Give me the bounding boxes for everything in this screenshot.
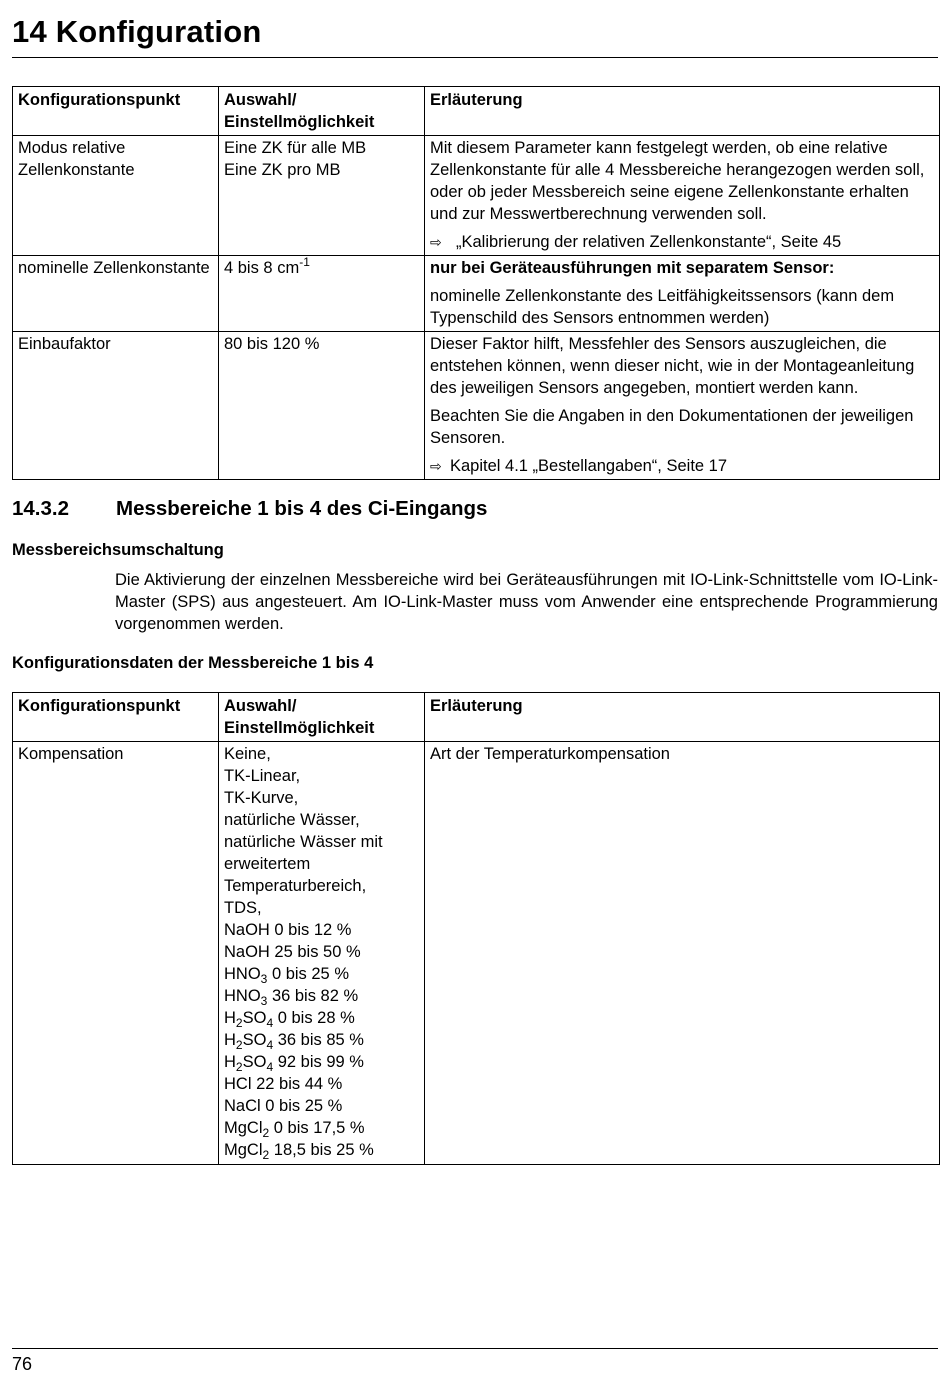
config-options: 80 bis 120 % — [219, 332, 425, 480]
right-arrow-outline-icon: ⇨ — [430, 458, 442, 474]
right-arrow-outline-icon: ⇨ — [430, 234, 442, 250]
option-value-h2so4: $H_2SO_4$ 36 bis 85 % — [224, 1031, 364, 1052]
cross-reference-text: „Kalibrierung der relativen Zellenkonstante“, Seite 45 — [456, 233, 842, 251]
config-options — [219, 256, 425, 332]
cross-reference[interactable] — [430, 231, 934, 253]
exponent: -1 — [299, 255, 310, 269]
option-value: NaCl 0 bis 25 % — [224, 1097, 343, 1115]
cross-reference-text: Kapitel 4.1 „Bestellangaben“, Seite 17 — [450, 457, 728, 475]
section-number: 14.3.2 — [12, 497, 69, 520]
option-value-mgcl2: MgCl$_2$ 0 bis 17,5 % — [224, 1119, 365, 1140]
option-value: 4 bis 8 cm — [224, 259, 300, 277]
column-header: Auswahl/ Einstellmöglichkeit — [219, 87, 425, 136]
option-value: TDS, — [224, 899, 262, 917]
option-value: Keine, — [224, 745, 271, 763]
footer-rule — [12, 1348, 938, 1349]
config-item: Modus relative Zellenkonstante — [13, 136, 219, 256]
config-description — [425, 332, 940, 480]
column-header: Konfigurationspunkt — [13, 87, 219, 136]
chapter-title: 14 Konfiguration — [12, 14, 262, 49]
option-value: TK-Linear, — [224, 767, 301, 785]
body-paragraph: Die Aktivierung der einzelnen Messbereiche wird bei Geräteausführungen mit IO-Link-Schnittstelle vom IO-Link-Master (SPS) aus angesteuert. Am IO-Link-Master muss vom Anwender eine entsprechende Programmierung vorgenommen werden. — [115, 571, 938, 633]
option-value-hno3: $HNO_3$ 0 bis 25 % — [224, 965, 349, 986]
table-row — [13, 136, 940, 256]
config-table-measuring-ranges — [12, 692, 940, 1165]
option-value: Temperaturbereich, — [224, 877, 367, 895]
config-item: Einbaufaktor — [13, 332, 219, 480]
config-item: Kompensation — [13, 742, 219, 1165]
column-header: Auswahl/ Einstellmöglichkeit — [219, 693, 425, 742]
option-value: Eine ZK für alle MB — [224, 139, 367, 157]
option-value: Eine ZK pro MB — [224, 161, 341, 179]
option-value-h2so4: $H_2SO_4$ 92 bis 99 % — [224, 1053, 364, 1074]
option-value: natürliche Wässer mit — [224, 833, 383, 851]
option-value-mgcl2: MgCl$_2$ 18,5 bis 25 % — [224, 1141, 374, 1162]
table-row — [13, 256, 940, 332]
config-table-cell-constant — [12, 86, 940, 480]
config-description: Art der Temperaturkompensation — [425, 742, 940, 1165]
option-value: HCl 22 bis 44 % — [224, 1075, 343, 1093]
column-header: Erläuterung — [425, 693, 940, 742]
table-row — [13, 332, 940, 480]
option-value: NaOH 25 bis 50 % — [224, 943, 361, 961]
config-options — [219, 136, 425, 256]
config-description — [425, 256, 940, 332]
table-header-row — [13, 87, 940, 136]
option-value-h2so4: $H_2SO_4$ 0 bis 28 % — [224, 1009, 355, 1030]
table-row — [13, 742, 940, 1165]
subheading-config-data: Konfigurationsdaten der Messbereiche 1 bis 4 — [12, 654, 374, 672]
subheading-range-switching: Messbereichsumschaltung — [12, 541, 224, 559]
column-header: Erläuterung — [425, 87, 940, 136]
option-value: NaOH 0 bis 12 % — [224, 921, 352, 939]
option-value: natürliche Wässer, — [224, 811, 360, 829]
description-paragraph: Beachten Sie die Angaben in den Dokumentationen der jeweiligen Sensoren. — [430, 407, 914, 447]
description-paragraph: nominelle Zellenkonstante des Leitfähigkeitssensors (kann dem Typenschild des Sensors entnommen werden) — [430, 287, 895, 327]
option-value: TK-Kurve, — [224, 789, 299, 807]
section-title: Messbereiche 1 bis 4 des Ci-Eingangs — [116, 497, 488, 520]
description-paragraph: Mit diesem Parameter kann festgelegt werden, ob eine relative Zellenkonstante für alle 4 Messbereiche herangezogen werden soll, oder ob jeder Messbereich seine eigene Zellenkonstante erhalten und zur Messwertberechnung verwenden soll. — [430, 139, 925, 223]
description-note: nur bei Geräteausführungen mit separatem Sensor: — [430, 259, 835, 277]
config-options — [219, 742, 425, 1165]
config-item: nominelle Zellenkonstante — [13, 256, 219, 332]
config-description — [425, 136, 940, 256]
cross-reference[interactable] — [430, 455, 934, 477]
description-paragraph: Dieser Faktor hilft, Messfehler des Sensors auszugleichen, die entstehen können, wenn dieser nicht, wie in der Montageanleitung des jeweiligen Sensors angegeben, montiert werden kann. — [430, 335, 915, 397]
page-number: 76 — [12, 1354, 33, 1374]
table-header-row — [13, 693, 940, 742]
section-heading — [12, 497, 487, 521]
column-header: Konfigurationspunkt — [13, 693, 219, 742]
option-value: erweitertem — [224, 855, 311, 873]
header-rule — [12, 57, 938, 58]
option-value-hno3: $HNO_3$ 36 bis 82 % — [224, 987, 359, 1008]
